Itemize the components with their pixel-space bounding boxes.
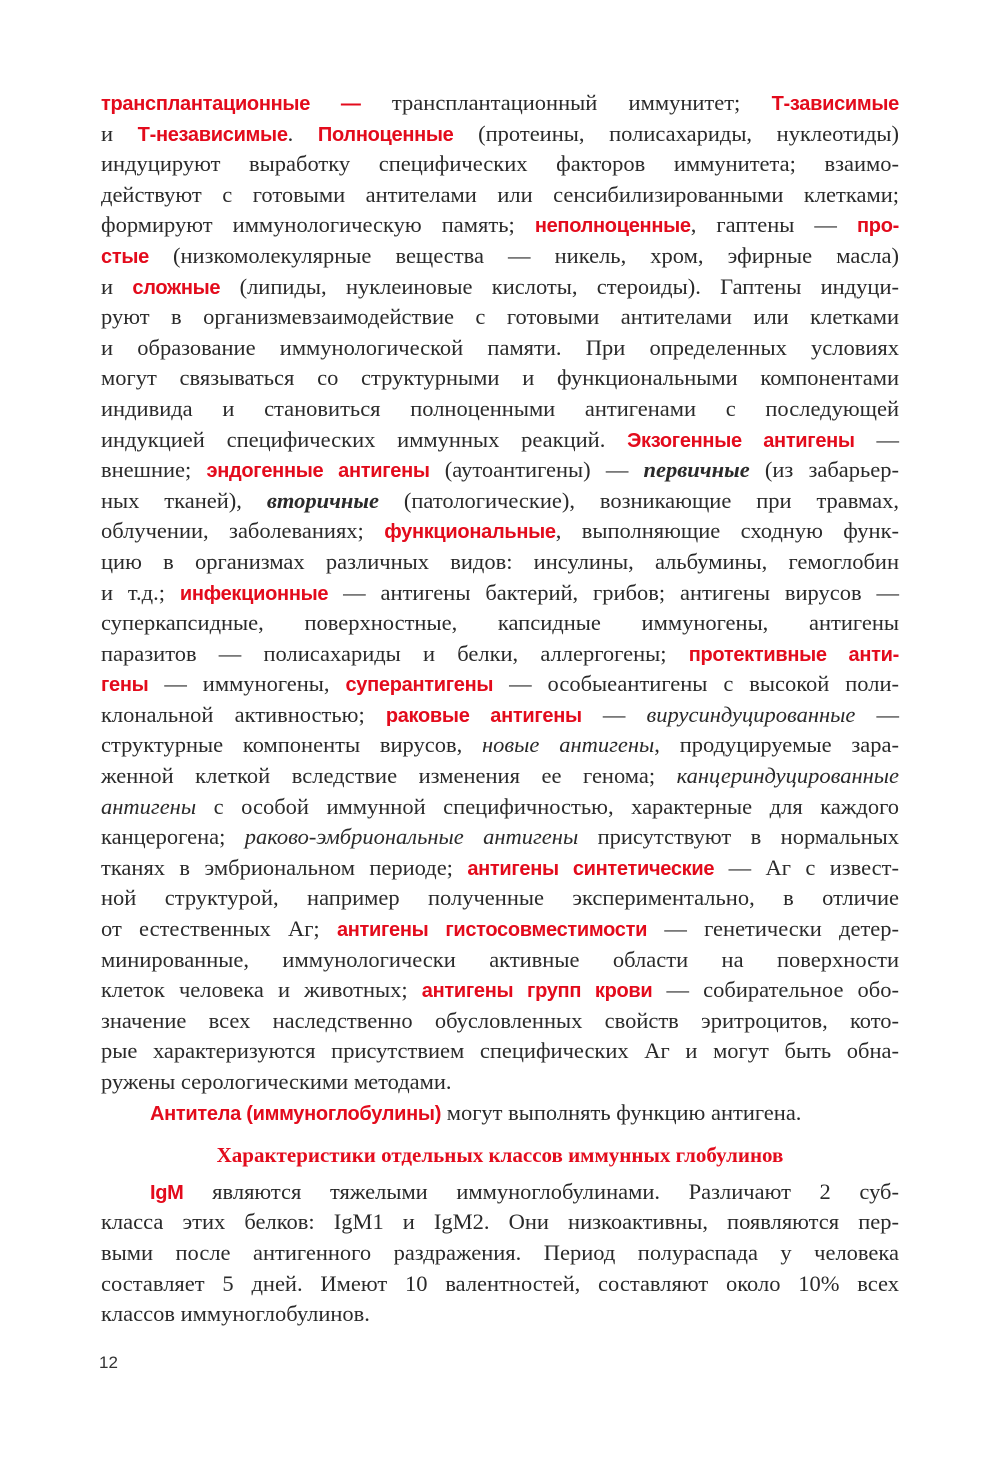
text-run: ной структурой, например полученные экспериментально, в отличие (101, 885, 899, 911)
text-line (101, 945, 899, 976)
text-run: ных тканей), (101, 487, 267, 513)
text-run: и т.д.; (101, 579, 180, 605)
text-run: — иммуногены, (148, 671, 346, 697)
text-run: , гаптены — (690, 212, 858, 238)
text-run: (протеины, полисахариды, нуклеотиды) (453, 120, 900, 146)
text-line (101, 730, 899, 761)
text-run: канцерогена; (101, 824, 245, 850)
highlighted-term: Экзогенные антигены (627, 429, 855, 452)
text-line (101, 88, 899, 119)
highlighted-term: Полноценные (317, 123, 454, 146)
text-run: ружены серологическими методами. (101, 1069, 452, 1094)
highlighted-term: раковые антигены (385, 704, 582, 727)
text-run: — генетически детер- (647, 916, 900, 942)
text-run: суперкапсидные, поверхностные, капсидные иммуногены, антигены (101, 610, 899, 636)
text-run: — собирательное обо- (652, 977, 899, 1003)
text-run: (из забарьер- (749, 457, 900, 483)
text-line (101, 180, 899, 211)
text-line (101, 578, 899, 609)
text-run: класса этих белков: IgM1 и IgM2. Они низкоактивны, появляются пер- (101, 1209, 899, 1235)
emphasized-text: первичные (643, 457, 750, 483)
text-run: паразитов — полисахариды и белки, аллергогены; (101, 640, 689, 666)
text-line (101, 1207, 899, 1238)
text-line (101, 1098, 899, 1129)
text-run: (низкомолекулярные вещества — никель, хром, эфирные масла) (148, 242, 899, 268)
text-run: присутствуют в нормальных (578, 824, 900, 850)
text-run: действуют с готовыми антителами или сенсибилизированными клетками; (101, 181, 899, 207)
highlighted-term: Т-независимые (137, 123, 288, 146)
text-line (101, 149, 899, 180)
emphasized-text: раково-эмбриональные антигены (244, 824, 579, 850)
text-run: (патологические), возникающие при травмах, (378, 487, 899, 513)
text-run: индивида и становиться полноценными антигенами с последующей (101, 395, 899, 421)
text-run: составляет 5 дней. Имеют 10 валентностей, составляют около 10% всех (101, 1270, 899, 1296)
text-line (101, 302, 899, 333)
text-line (101, 761, 899, 792)
text-line (101, 639, 899, 670)
text-line (101, 486, 899, 517)
text-line (101, 394, 899, 425)
paragraph-igm (101, 1177, 899, 1330)
text-run: и (101, 273, 133, 299)
text-line (101, 455, 899, 486)
text-run: выми после антигенного раздражения. Период полураспада у человека (101, 1239, 899, 1265)
text-run: . (287, 120, 318, 146)
text-line (101, 1299, 899, 1330)
text-line (101, 853, 899, 884)
text-run: женной клеткой вследствие изменения ее генома; (101, 763, 677, 789)
text-run: и (101, 120, 138, 146)
highlighted-term: функциональные (384, 521, 556, 544)
text-run: могут выполнять функцию антигена. (441, 1099, 802, 1125)
body-text (101, 88, 899, 1330)
text-run: структурные компоненты вирусов, (101, 732, 482, 758)
text-run: — Аг с извест- (714, 854, 899, 880)
text-line (101, 333, 899, 364)
highlighted-term: антигены групп крови (421, 980, 653, 1003)
text-line (101, 883, 899, 914)
highlighted-term: суперантигены (345, 674, 494, 697)
highlighted-term: антигены гистосовместимости (336, 919, 648, 942)
text-run: , выполняющие сходную функ- (555, 518, 900, 544)
text-run: могут связываться со структурными и функциональными компонентами (101, 365, 899, 391)
text-run: облучении, заболеваниях; (101, 518, 385, 544)
highlighted-term: про- (857, 215, 899, 238)
text-line (101, 914, 899, 945)
text-run: — (854, 426, 899, 452)
text-run: тканях в эмбриональном периоде; (101, 854, 468, 880)
paragraph-antigen-types (101, 88, 899, 1098)
text-run: — (581, 701, 647, 727)
emphasized-text: канцериндуцированные (676, 763, 899, 789)
text-run: — (855, 701, 899, 727)
text-line (101, 700, 899, 731)
text-line (101, 241, 899, 272)
emphasized-text: вторичные (266, 487, 379, 513)
text-line (101, 669, 899, 700)
text-run: (липиды, нуклеиновые кислоты, стероиды). Гаптены индуци- (220, 273, 899, 299)
emphasized-text: антигены (101, 793, 197, 819)
text-run: формируют иммунологическую память; (101, 212, 535, 238)
highlighted-term: гены (101, 674, 149, 697)
text-run: значение всех наследственно обусловленных свойств эритроцитов, кото- (101, 1007, 899, 1033)
emphasized-text: новые антигены (482, 732, 655, 758)
text-run: руют в организмевзаимодействие с готовыми антителами или клетками (101, 304, 899, 330)
emphasized-text: вирусиндуцированные (646, 701, 856, 727)
highlighted-term: Антитела (иммуноглобулины) (150, 1102, 442, 1125)
text-line (101, 822, 899, 853)
highlighted-term: трансплантационные — (101, 93, 361, 115)
text-run: и образование иммунологической памяти. При определенных условиях (101, 334, 899, 360)
text-line (101, 1238, 899, 1269)
text-run: внешние; (101, 457, 207, 483)
text-line (101, 1269, 899, 1300)
paragraph-antibodies (101, 1098, 899, 1129)
text-run: — особыеантигены с высокой поли- (493, 671, 899, 697)
highlighted-term: сложные (132, 276, 221, 299)
text-run: индукцией специфических иммунных реакций. (101, 426, 628, 452)
text-run: классов иммуноглобулинов. (101, 1301, 370, 1327)
text-line (101, 792, 899, 823)
text-run: индуцируют выработку специфических факторов иммунитета; взаимо- (101, 151, 899, 177)
text-line (101, 272, 899, 303)
text-run: с особой иммунной специфичностью, характерные для каждого (196, 793, 899, 819)
text-line (101, 1067, 899, 1098)
text-line (101, 547, 899, 578)
highlighted-term: неполноценные (534, 215, 691, 238)
text-run: трансплантационный иммунитет; (360, 90, 772, 115)
page-number: 12 (99, 1353, 118, 1372)
text-run: цию в организмах различных видов: инсулины, альбумины, гемоглобин (101, 548, 899, 574)
text-line (101, 608, 899, 639)
text-run: являются тяжелыми иммуноглобулинами. Различают 2 суб- (183, 1178, 899, 1204)
highlighted-term: стые (101, 245, 149, 268)
text-line (101, 516, 899, 547)
text-run: (аутоантигены) — (429, 457, 644, 483)
highlighted-term: инфекционные (179, 582, 329, 605)
text-run: , продуцируемые зара- (654, 732, 900, 758)
text-run: от естественных Аг; (101, 916, 337, 942)
text-run: минированные, иммунологически активные области на поверхности (101, 946, 899, 972)
text-line (101, 210, 899, 241)
section-heading: Характеристики отдельных классов иммунных глобулинов (216, 1143, 784, 1168)
text-line (101, 1177, 899, 1208)
text-run: — антигены бактерий, грибов; антигены вирусов — (328, 579, 899, 605)
highlighted-term: IgM (150, 1181, 184, 1204)
text-line (101, 975, 899, 1006)
text-line (101, 1006, 899, 1037)
highlighted-term: эндогенные антигены (206, 460, 430, 483)
text-line (101, 363, 899, 394)
text-line (101, 119, 899, 150)
highlighted-term: антигены синтетические (467, 857, 715, 880)
text-run: клеток человека и животных; (101, 977, 422, 1003)
text-run: клональной активностью; (101, 701, 386, 727)
highlighted-term: протективные анти- (688, 643, 899, 666)
text-line (101, 1036, 899, 1067)
text-run: рые характеризуются присутствием специфических Аг и могут быть обна- (101, 1038, 899, 1064)
text-line (101, 425, 899, 456)
highlighted-term: Т-зависимые (771, 93, 899, 115)
